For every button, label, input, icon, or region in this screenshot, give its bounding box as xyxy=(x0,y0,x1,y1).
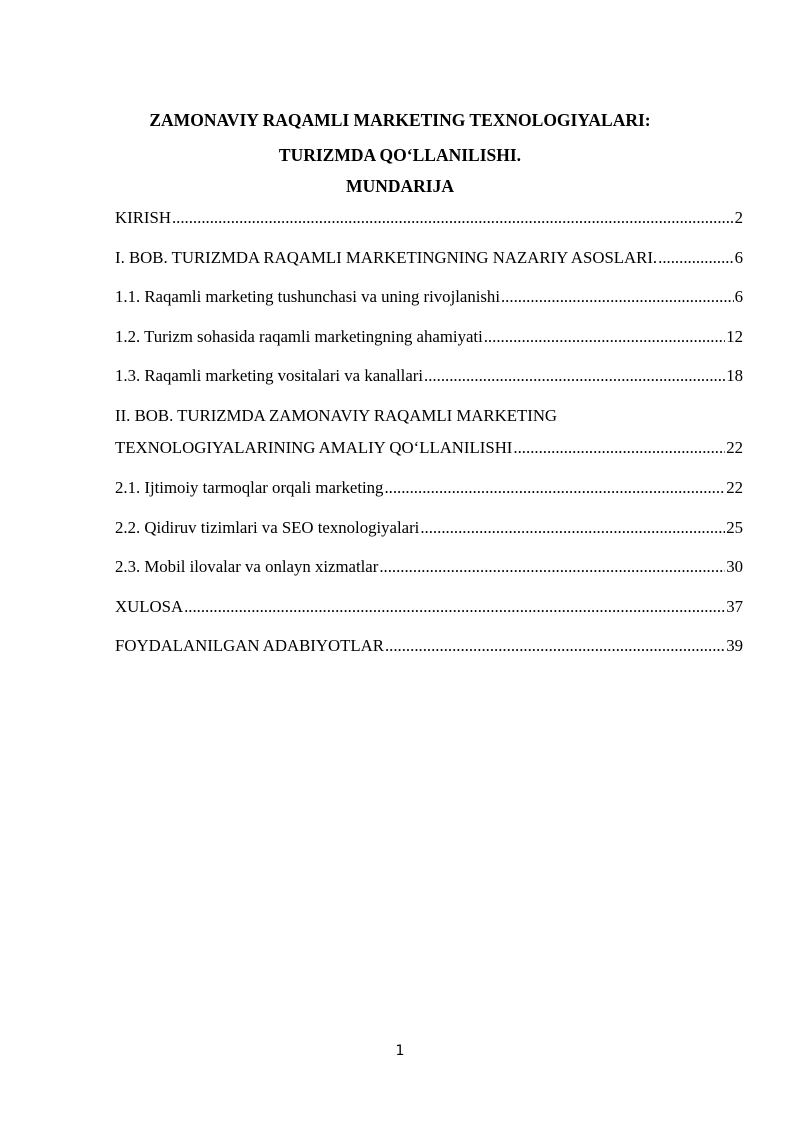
toc-entry-label: 1.1. Raqamli marketing tushunchasi va uning rivojlanishi xyxy=(115,287,500,307)
toc-entry-label: 2.2. Qidiruv tizimlari va SEO texnologiyalari xyxy=(115,517,420,537)
toc-dot-leader xyxy=(484,323,725,351)
toc-entry-label: TEXNOLOGIYALARINING AMALIY QO‘LLANILISHI xyxy=(115,437,513,457)
toc-dot-leader xyxy=(513,434,725,462)
toc-entry-page: 18 xyxy=(726,366,743,386)
toc-entry-label: 2.1. Ijtimoiy tarmoqlar orqali marketing xyxy=(115,477,384,497)
toc-entry-page: 25 xyxy=(726,517,743,537)
toc-entry-1-2[interactable] xyxy=(115,323,743,363)
toc-entry-page: 39 xyxy=(726,636,743,656)
toc-heading: MUNDARIJA xyxy=(346,176,454,196)
toc-entry-label: I. BOB. TURIZMDA RAQAMLI MARKETINGNING NAZARIY ASOSLARI. xyxy=(115,247,658,267)
toc-entry-2-3[interactable] xyxy=(115,553,743,593)
table-of-contents xyxy=(115,204,743,672)
toc-entry-page: 22 xyxy=(726,477,743,497)
page-number: 1 xyxy=(395,1043,405,1059)
toc-entry-page: 30 xyxy=(726,557,743,577)
toc-entry-label: XULOSA xyxy=(115,596,184,616)
toc-entry-1-1[interactable] xyxy=(115,283,743,323)
toc-entry-label: 1.3. Raqamli marketing vositalari va kanallari xyxy=(115,366,424,386)
toc-entry-label: 2.3. Mobil ilovalar va onlayn xizmatlar xyxy=(115,557,379,577)
toc-dot-leader xyxy=(658,244,733,272)
toc-entry-chapter-2[interactable] xyxy=(115,402,743,474)
toc-entry-page: 6 xyxy=(734,247,743,267)
toc-entry-1-3[interactable] xyxy=(115,362,743,402)
toc-dot-leader xyxy=(424,362,725,390)
toc-entry-chapter-1[interactable] xyxy=(115,244,743,284)
toc-dot-leader xyxy=(379,553,725,581)
toc-entry-page: 37 xyxy=(726,596,743,616)
toc-entry-2-1[interactable] xyxy=(115,474,743,514)
toc-entry-label: 1.2. Turizm sohasida raqamli marketingning ahamiyati xyxy=(115,326,483,346)
toc-dot-leader xyxy=(420,514,725,542)
toc-entry-xulosa[interactable] xyxy=(115,593,743,633)
toc-dot-leader xyxy=(172,204,734,232)
document-title-line-2: TURIZMDA QO‘LLANILISHI. xyxy=(278,145,522,165)
toc-dot-leader xyxy=(184,593,725,621)
toc-dot-leader xyxy=(385,632,725,660)
document-title-line-1: ZAMONAVIY RAQAMLI MARKETING TEXNOLOGIYALARI: xyxy=(149,110,651,130)
toc-entry-2-2[interactable] xyxy=(115,514,743,554)
toc-dot-leader xyxy=(384,474,725,502)
toc-entry-page: 2 xyxy=(734,208,743,227)
toc-entry-label: FOYDALANILGAN ADABIYOTLAR xyxy=(115,636,384,656)
toc-dot-leader xyxy=(501,283,734,311)
toc-entry-label: KIRISH xyxy=(115,208,171,227)
toc-entry-references[interactable] xyxy=(115,632,743,672)
toc-entry-kirish[interactable] xyxy=(115,204,743,244)
toc-entry-page: 12 xyxy=(726,326,743,346)
toc-entry-page: 6 xyxy=(734,287,743,307)
toc-entry-label-line-1: II. BOB. TURIZMDA ZAMONAVIY RAQAMLI MARKETING xyxy=(115,405,558,425)
toc-entry-page: 22 xyxy=(726,437,743,457)
